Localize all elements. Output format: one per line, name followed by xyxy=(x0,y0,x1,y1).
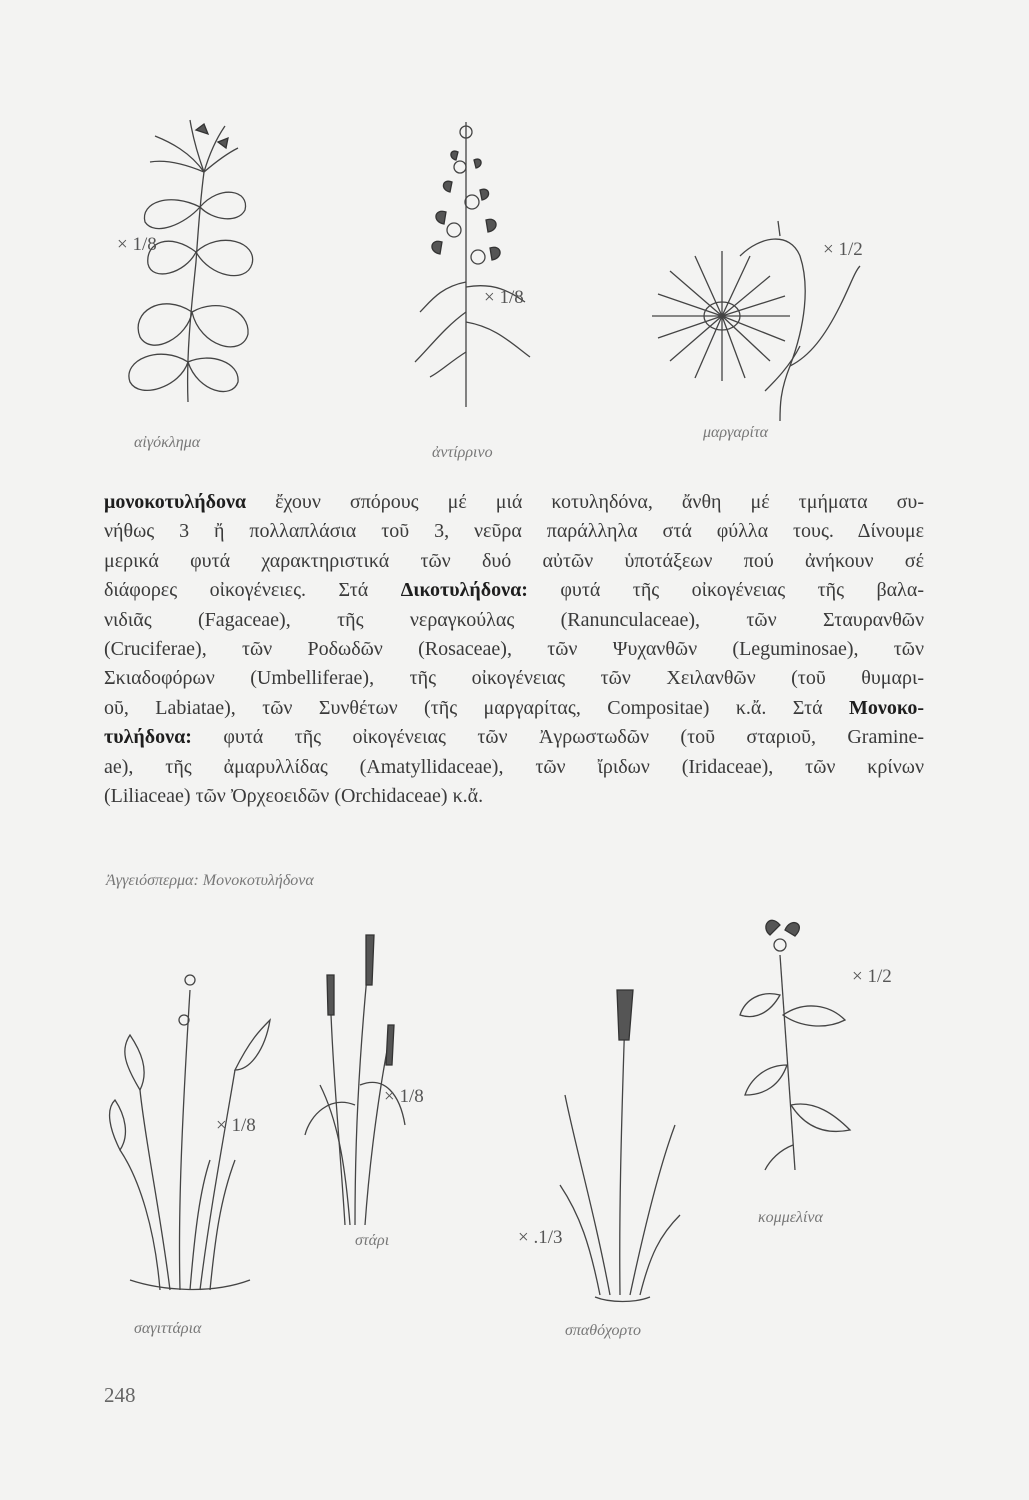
wheat-illustration xyxy=(300,925,410,1235)
wheat-caption: στάρι xyxy=(355,1232,390,1249)
daisy-caption: μαργαρίτα xyxy=(703,424,769,441)
sagittaria-caption: σαγιττάρια xyxy=(134,1320,202,1337)
section-caption: Ἀγγειόσπερμα: Μονοκοτυλήδονα xyxy=(106,872,314,889)
bold-term: τυλήδονα: xyxy=(104,726,192,749)
honeysuckle-caption: αἰγόκλημα xyxy=(134,434,201,451)
body-segment: (Liliaceae) τῶν Ὀρχεοειδῶν (Orchidaceae) κ.ἄ. xyxy=(104,785,484,808)
sagittaria-scale: × 1/8 xyxy=(216,1115,256,1136)
spathochorto-illustration xyxy=(555,985,685,1305)
body-line xyxy=(104,488,924,517)
body-segment: νιδιᾶς (Fagaceae), τῆς νεραγκούλας (Ranunculaceae), τῶν Σταυρανθῶν xyxy=(104,608,924,631)
body-segment: Σκιαδοφόρων (Umbelliferae), τῆς οἰκογένειας τῶν Χειλανθῶν (τοῦ θυμαρι- xyxy=(104,667,924,690)
honeysuckle-illustration xyxy=(100,112,280,412)
bold-term: Δικοτυλήδονα: xyxy=(400,579,528,602)
bold-term: Μονοκο- xyxy=(849,696,924,719)
bold-term: μονοκοτυλήδονα xyxy=(104,491,247,513)
commelina-illustration xyxy=(735,905,885,1175)
sagittaria-illustration xyxy=(100,960,290,1300)
body-line xyxy=(104,606,924,635)
body-segment: οῦ, Labiatae), τῶν Συνθέτων (τῆς μαργαρίτας, Compositae) κ.ἄ. Στά xyxy=(104,696,849,719)
body-segment: μερικά φυτά χαρακτηριστικά τῶν δυό αὐτῶν ὑποτάξεων πού ἀνήκουν σέ xyxy=(104,549,924,572)
body-segment: διάφορες οἰκογένειες. Στά xyxy=(104,579,401,602)
commelina-scale: × 1/2 xyxy=(852,966,892,987)
honeysuckle-scale: × 1/8 xyxy=(117,234,157,255)
snapdragon-caption: ἀντίρρινο xyxy=(432,444,493,461)
body-line xyxy=(104,664,924,693)
body-segment: φυτά τῆς οἰκογένειας τῶν Ἀγρωστωδῶν (τοῦ σταριοῦ, Gramine- xyxy=(191,726,924,749)
body-line xyxy=(104,694,924,723)
body-line xyxy=(104,517,924,546)
spathochorto-caption: σπαθόχορτο xyxy=(565,1322,641,1339)
body-segment: ἔχουν σπόρους μέ μιά κοτυληδόνα, ἄνθη μέ τμήματα συ- xyxy=(246,491,924,513)
snapdragon-scale: × 1/8 xyxy=(484,287,524,308)
page-number: 248 xyxy=(104,1383,136,1407)
daisy-scale: × 1/2 xyxy=(823,239,863,260)
body-line xyxy=(104,753,924,782)
body-text xyxy=(104,488,924,811)
snapdragon-illustration xyxy=(400,112,550,412)
body-line xyxy=(104,576,924,605)
body-segment: φυτά τῆς οἰκογένειας τῆς βαλα- xyxy=(527,579,924,602)
body-line xyxy=(104,782,924,811)
body-segment: ae), τῆς ἀμαρυλλίδας (Amatyllidaceae), τῶν ἴριδων (Iridaceae), τῶν κρίνων xyxy=(104,755,924,778)
body-line xyxy=(104,547,924,576)
body-line xyxy=(104,635,924,664)
wheat-scale: × 1/8 xyxy=(384,1086,424,1107)
commelina-caption: κομμελίνα xyxy=(758,1209,823,1226)
spathochorto-scale: × .1/3 xyxy=(518,1227,563,1248)
body-segment: νήθως 3 ἤ πολλαπλάσια τοῦ 3, νεῦρα παράλληλα στά φύλλα τους. Δίνουμε xyxy=(104,520,924,543)
body-segment: (Cruciferae), τῶν Ροδωδῶν (Rosaceae), τῶν Ψυχανθῶν (Leguminosae), τῶν xyxy=(104,638,924,661)
body-line xyxy=(104,723,924,752)
